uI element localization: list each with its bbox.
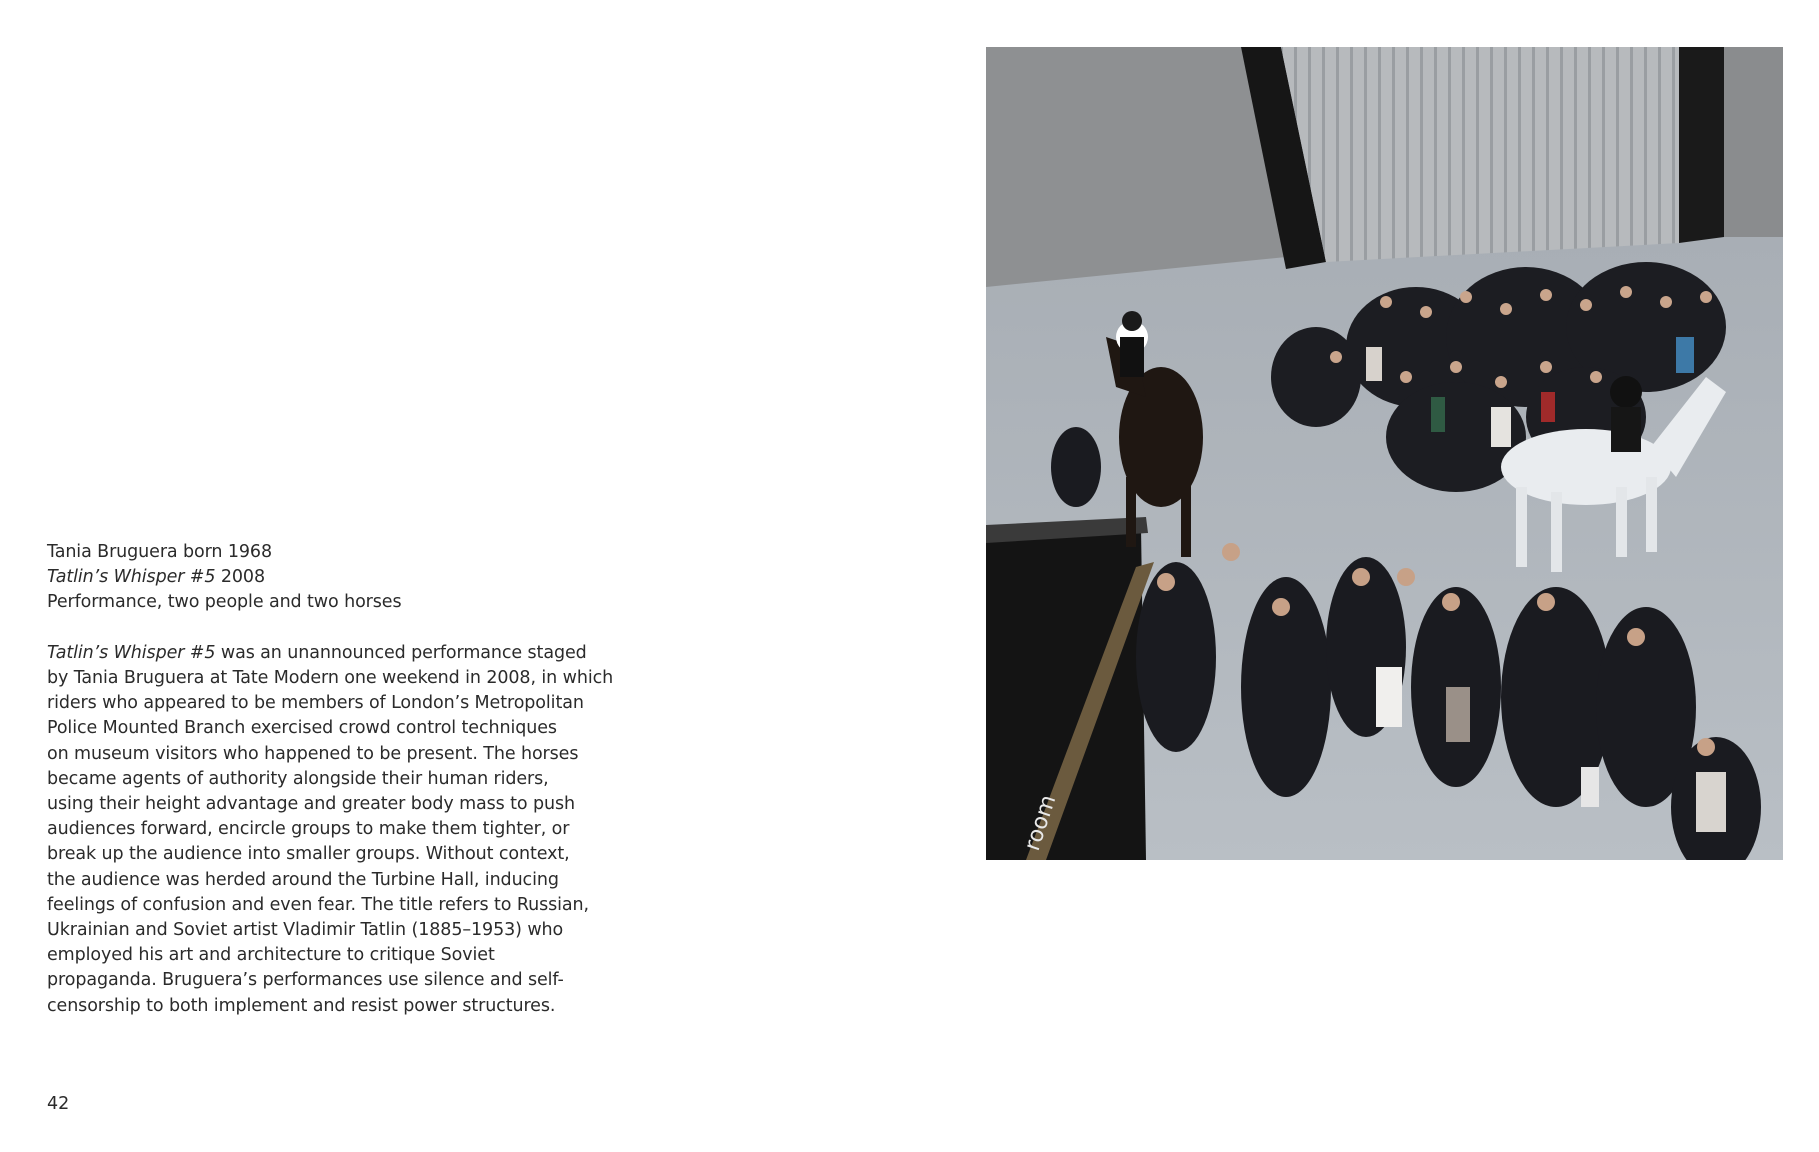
body-line-4: Police Mounted Branch exercised crowd control techniques [47,718,557,739]
medium-line: Performance, two people and two horses [47,592,402,613]
body-line-13: employed his art and architecture to critique Soviet [47,945,495,966]
shutter-door [1281,47,1679,262]
doorway-frame-right [1679,47,1724,243]
body-line-2: by Tania Bruguera at Tate Modern one weekend in 2008, in which [47,668,614,688]
artist-line: Tania Bruguera born 1968 [47,542,272,562]
work-year: 2008 [215,567,266,588]
balcony-block [986,527,1146,860]
artwork-caption [47,540,614,1019]
signage-text: room [1019,791,1062,854]
body-line-8: audiences forward, encircle groups to make them tighter, or [47,819,570,840]
body-work-title: Tatlin’s Whisper #5 [47,642,216,663]
body-line-9: break up the audience into smaller groups. Without context, [47,844,570,865]
back-wall-left [986,47,1286,287]
page-number: 42 [47,1094,70,1114]
body-line-1: Tatlin’s Whisper #5 was an unannounced performance staged [47,642,587,663]
paragraph-gap [47,616,607,641]
body-line-10: the audience was herded around the Turbine Hall, inducing [47,869,559,890]
body-line-12: Ukrainian and Soviet artist Vladimir Tatlin (1885–1953) who [47,920,564,941]
body-line-11: feelings of confusion and even fear. The title refers to Russian, [47,894,589,915]
body-line-15: censorship to both implement and resist power structures. [47,995,556,1016]
body-line-3: riders who appeared to be members of London’s Metropolitan [47,693,584,714]
performance-photo-illustration [986,47,1783,860]
performance-photograph [986,47,1783,860]
back-wall-right [1724,47,1783,237]
body-line-6: became agents of authority alongside their human riders, [47,768,549,789]
body-line-7: using their height advantage and greater body mass to push [47,794,575,815]
work-title-line [47,565,607,590]
body-line-14: propaganda. Bruguera’s performances use silence and self- [47,970,564,991]
work-title: Tatlin’s Whisper #5 [47,567,216,588]
body-line-5: on museum visitors who happened to be present. The horses [47,743,579,764]
